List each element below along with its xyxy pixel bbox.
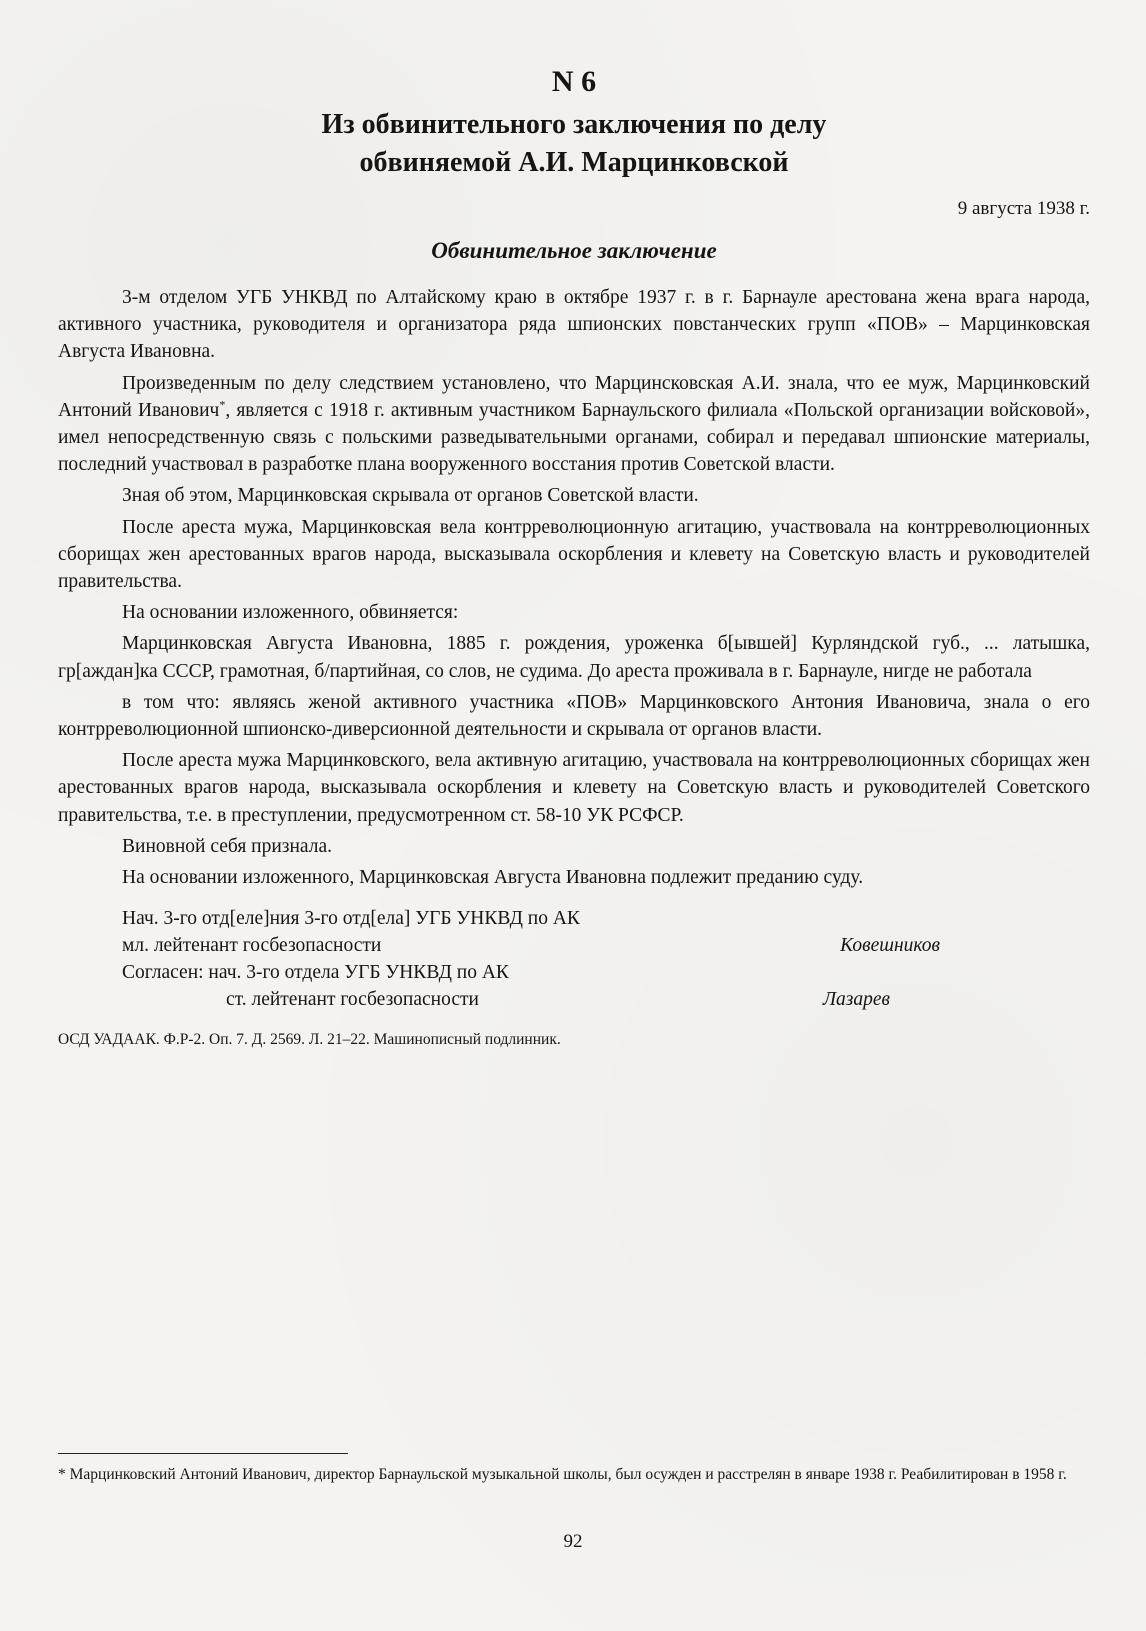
paragraph-personal-data: Марцинковская Августа Ивановна, 1885 г. рождения, уроженка б[ывшей] Курляндской губ., ... латышка, гр[аждан]ка СССР, грамотная, б/партийная, со слов, не судима. До ареста проживала в г. Барнауле, нигде не работала xyxy=(58,633,1090,682)
paragraph-admission: Виновной себя признала. xyxy=(122,835,333,857)
signature-block xyxy=(58,905,1090,1013)
footnote-marker: * xyxy=(219,397,226,412)
signature-line-4 xyxy=(58,986,1090,1013)
signature-line-3 xyxy=(58,959,1090,986)
signature-name-lazarev: Лазарев xyxy=(822,989,890,1011)
archival-source: ОСД УАДААК. Ф.Р-2. Оп. 7. Д. 2569. Л. 21–22. Машинописный подлинник. xyxy=(58,1031,561,1049)
page-number: 92 xyxy=(563,1531,583,1552)
paragraph-investigation xyxy=(58,370,1090,479)
signature-rank-2: ст. лейтенант госбезопасности xyxy=(226,989,479,1011)
document-title-line-2: обвиняемой А.И. Марцинковской xyxy=(359,147,789,178)
paragraph-charge-intro: На основании изложенного, обвиняется: xyxy=(122,602,459,624)
body-text xyxy=(58,284,1090,891)
paragraph-arrest: 3-м отделом УГБ УНКВД по Алтайскому краю в октябре 1937 г. в г. Барнауле арестована жена врага народа, активного участника, руководителя и организатора ряда шпионских повстанческих групп «ПОВ» – Марцинковская Августа Ивановна. xyxy=(58,287,1090,363)
paragraph-charge-agitation: После ареста мужа Марцинковского, вела активную агитацию, участвовала на контрреволюционных сборищах жен арестованных врагов народа, высказывала оскорбления и клевету на Советскую власть и руководителей Советского правительства, т.е. в преступлении, предусмотренном ст. 58-10 УК РСФСР. xyxy=(58,750,1090,826)
document-number: N 6 xyxy=(551,65,597,98)
signature-line-2 xyxy=(58,932,1090,959)
footnote-divider xyxy=(58,1453,348,1454)
paragraph-investigation-part-2: , является с 1918 г. активным участником Барнаульского филиала «Польской организации войсковой», имел непосредственную связь с польскими разведывательными органами, собирал и передавал шпионские материалы, последний участвовал в разработке плана вооруженного восстания против Советской власти. xyxy=(58,399,1090,476)
document-date: 9 августа 1938 г. xyxy=(957,198,1090,219)
paragraph-investigation-part-1: Произведенным по делу следствием установлено, что Марцинсковская А.И. знала, что ее муж, Марцинковский Антоний Иванович xyxy=(58,372,1090,421)
footnote: * Марцинковский Антоний Иванович, директор Барнаульской музыкальной школы, был осужден и расстрелян в январе 1938 г. Реабилитирован в 1958 г. xyxy=(58,1466,1067,1483)
paragraph-agitation: После ареста мужа, Марцинковская вела контрреволюционную агитацию, участвовала на контрреволюционных сборищах жен арестованных врагов народа, высказывала оскорбления и клевету на Советскую власть и руководителей правительства. xyxy=(58,516,1090,593)
signature-line-1 xyxy=(58,905,1090,932)
signature-name-koveshnikov: Ковешников xyxy=(840,935,940,957)
paragraph-concealment: Зная об этом, Марцинковская скрывала от органов Советской власти. xyxy=(122,485,699,507)
document-title-line-1: Из обвинительного заключения по делу xyxy=(321,109,827,140)
section-title: Обвинительное заключение xyxy=(431,238,717,263)
paragraph-conclusion: На основании изложенного, Марцинковская Августа Ивановна подлежит преданию суду. xyxy=(122,867,864,889)
paragraph-charge-knowledge: в том что: являясь женой активного участника «ПОВ» Марцинковского Антония Ивановича, знала о его контрреволюционной шпионско-диверсионной деятельности и скрывала от органов власти. xyxy=(58,691,1090,741)
signature-title-1: Нач. 3-го отд[еле]ния 3-го отд[ела] УГБ УНКВД по АК xyxy=(122,908,580,930)
signature-rank-1: мл. лейтенант госбезопасности xyxy=(122,935,382,957)
document-content xyxy=(58,64,1090,1051)
signature-title-2: Согласен: нач. 3-го отдела УГБ УНКВД по АК xyxy=(122,962,509,984)
